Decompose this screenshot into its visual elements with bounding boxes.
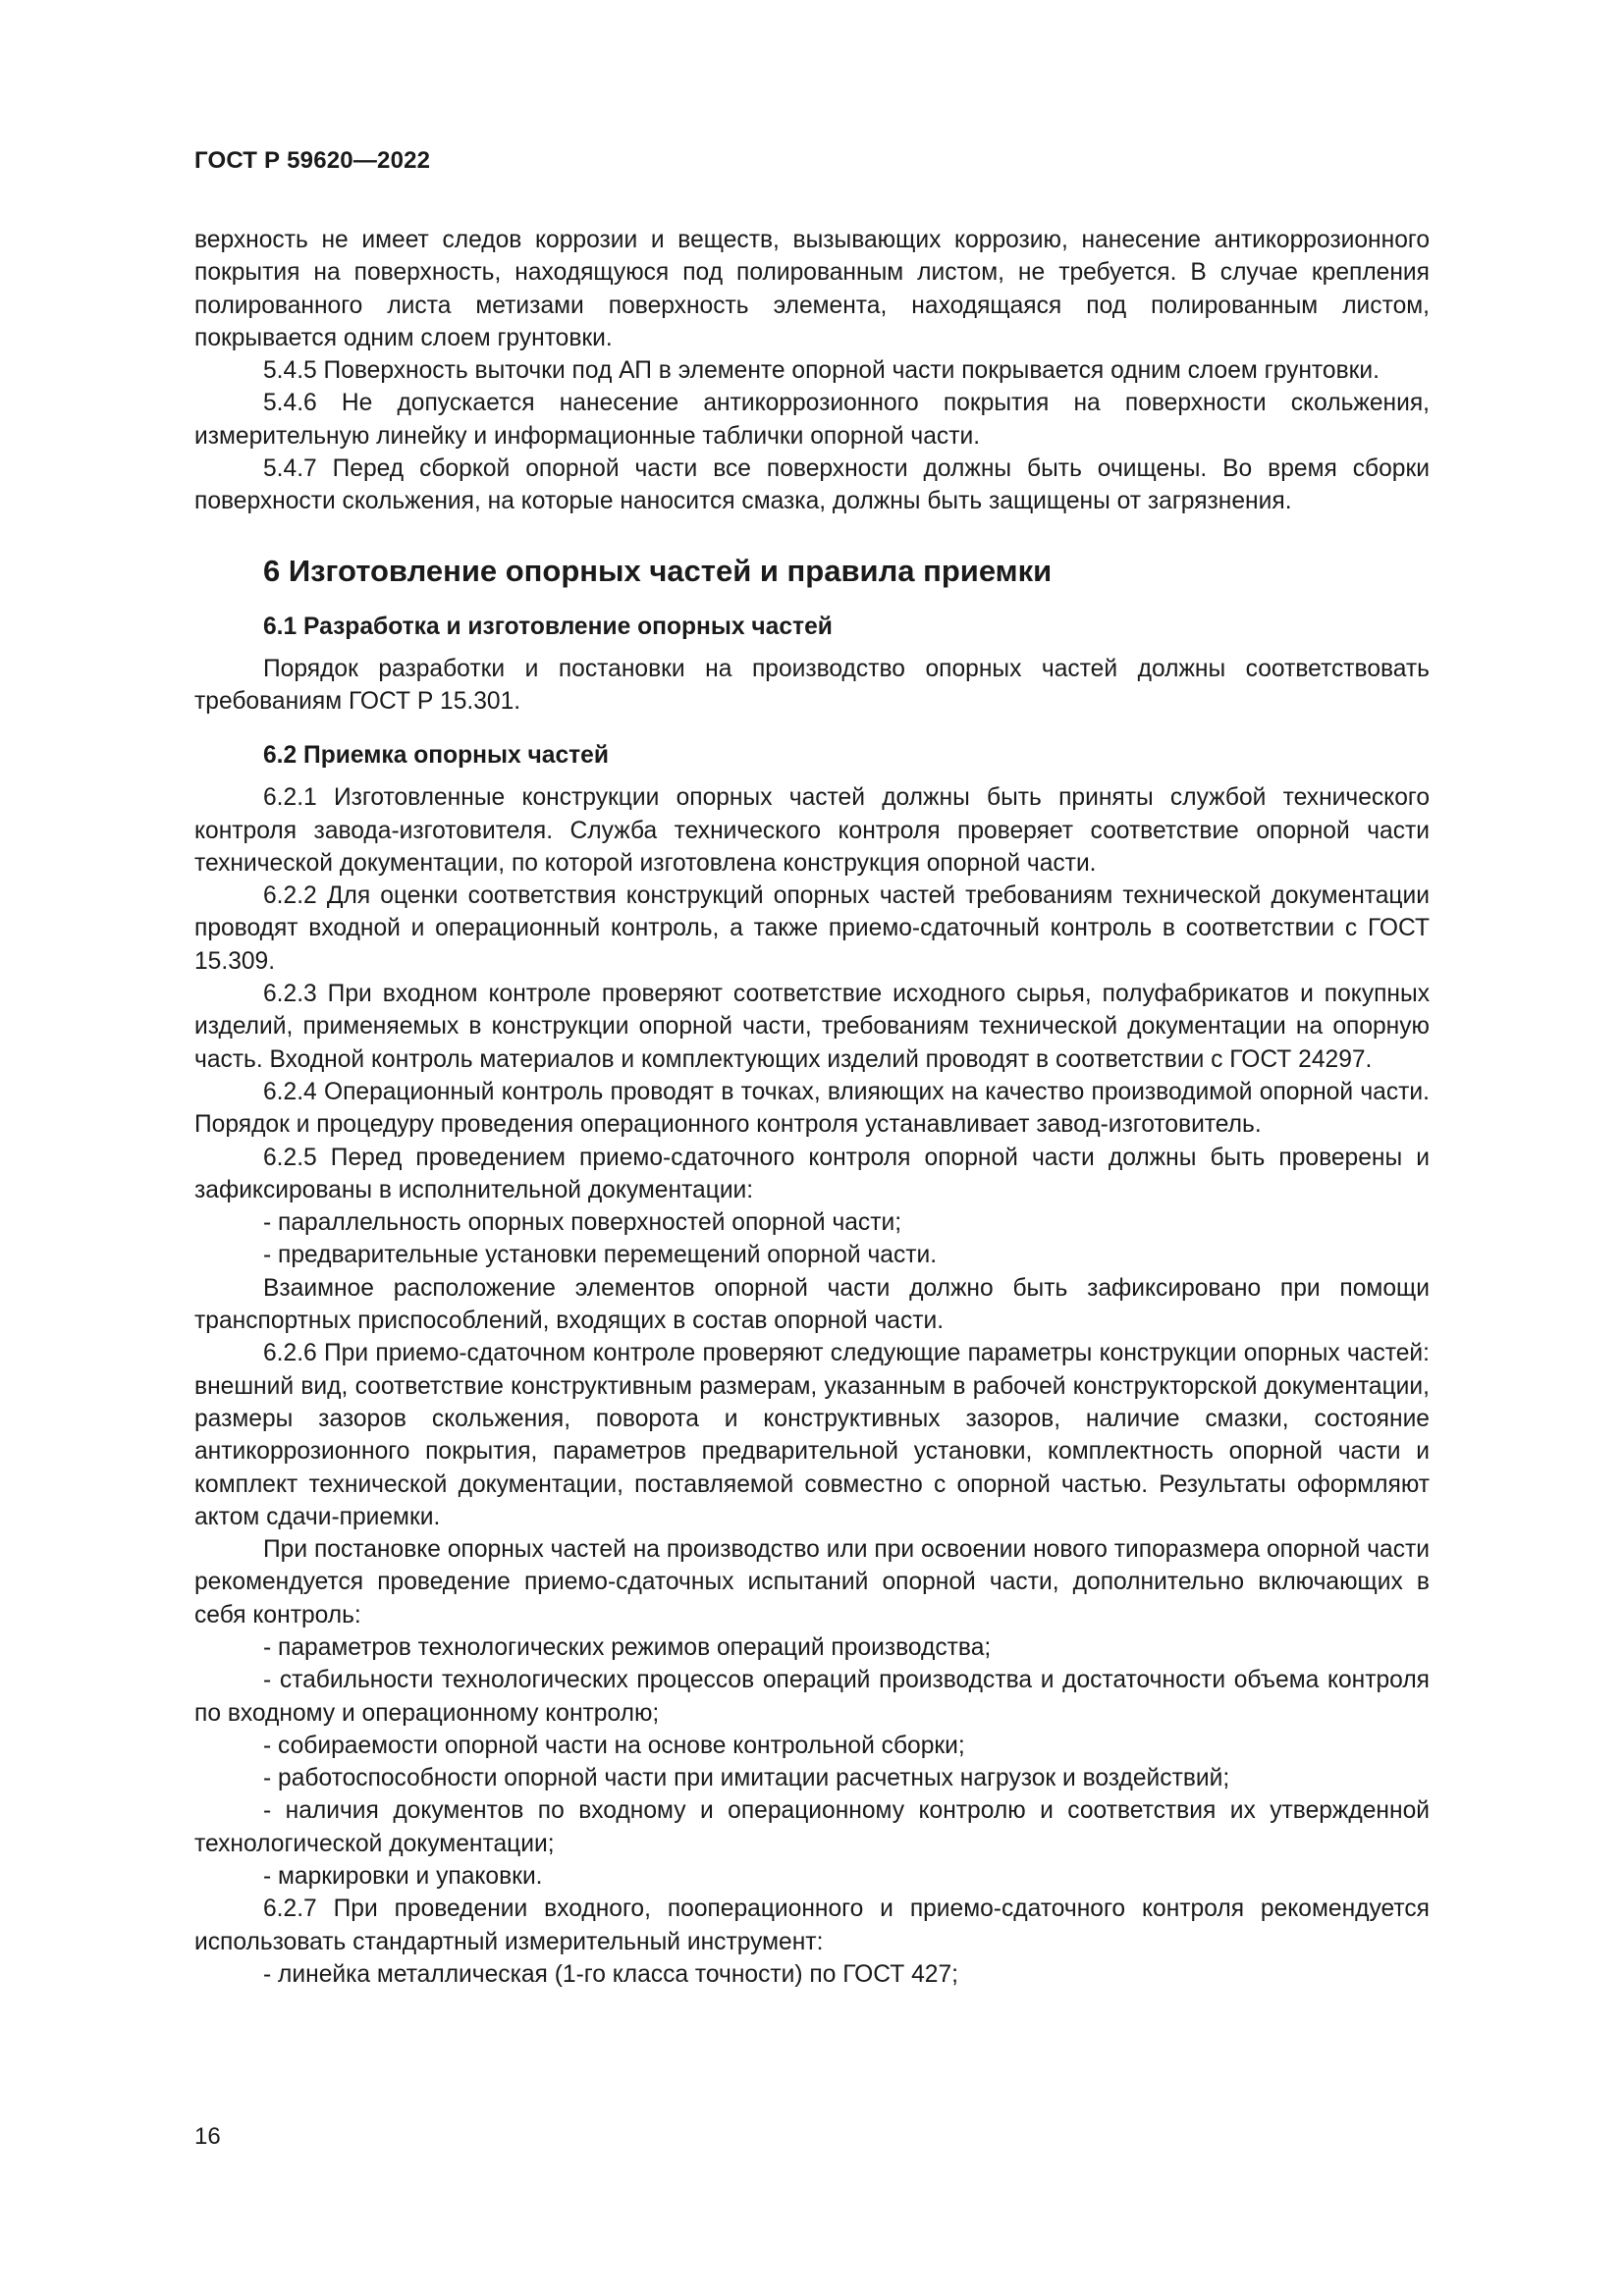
section-6-title: 6 Изготовление опорных частей и правила приемки [263, 553, 1053, 588]
list-item: - линейка металлическая (1-го класса точности) по ГОСТ 427; [263, 1960, 958, 1988]
paragraph-6-2-6-b: При постановке опорных частей на производство или при освоении нового типоразмера опорной части рекомендуется проведение приемо-сдаточных испытаний опорной части, дополнительно включающих в себя контроль: [194, 1536, 1430, 1629]
list-item: - наличия документов по входному и операционному контролю и соответствия их утвержденной технологической документации; [194, 1797, 1430, 1857]
list-item: - параметров технологических режимов операций производства; [263, 1633, 992, 1661]
page-number: 16 [194, 2123, 221, 2150]
document-header: ГОСТ Р 59620—2022 [194, 147, 431, 174]
list-item: - предварительные установки перемещений опорной части. [263, 1242, 938, 1269]
paragraph-6-2-1: 6.2.1 Изготовленные конструкции опорных частей должны быть приняты службой технического контроля завода-изготовителя. Служба технического контроля проверяет соответствие опорной части технической документации, по которой изготовлена конструкция опорной части. [194, 784, 1430, 877]
list-item: - работоспособности опорной части при имитации расчетных нагрузок и воздействий; [263, 1765, 1230, 1792]
paragraph-6-2-4: 6.2.4 Операционный контроль проводят в точках, влияющих на качество производимой опорной части. Порядок и процедуру проведения операционного контроля устанавливает завод-изготовитель. [194, 1078, 1430, 1139]
paragraph-5-4-5: 5.4.5 Поверхность выточки под АП в элементе опорной части покрывается одним слоем грунтовки. [263, 357, 1380, 385]
paragraph-6-2-5-note: Взаимное расположение элементов опорной части должно быть зафиксировано при помощи транспортных приспособлений, входящих в состав опорной части. [194, 1274, 1430, 1335]
paragraph-5-4-7: 5.4.7 Перед сборкой опорной части все поверхности должны быть очищены. Во время сборки поверхности скольжения, на которые наносится смазка, должны быть защищены от загрязнения. [194, 455, 1430, 515]
paragraph-6-2-7: 6.2.7 При проведении входного, пооперационного и приемо-сдаточного контроля рекомендуется использовать стандартный измерительный инструмент: [194, 1896, 1430, 1955]
subsection-6-2-title: 6.2 Приемка опорных частей [263, 742, 609, 770]
paragraph-continuation: верхность не имеет следов коррозии и веществ, вызывающих коррозию, нанесение антикоррозионного покрытия на поверхность, находящуюся под полированным листом, не требуется. В случае крепления полированного листа метизами поверхность элемента, находящаяся под полированным листом, покрывается одним слоем грунтовки. [194, 227, 1430, 351]
list-item: - собираемости опорной части на основе контрольной сборки; [263, 1732, 965, 1759]
document-body [194, 224, 1430, 1991]
paragraph-5-4-6: 5.4.6 Не допускается нанесение антикоррозионного покрытия на поверхности скольжения, измерительную линейку и информационные таблички опорной части. [194, 390, 1430, 450]
subsection-6-1-title: 6.1 Разработка и изготовление опорных частей [263, 613, 833, 640]
list-item: - параллельность опорных поверхностей опорной части; [263, 1209, 902, 1237]
paragraph-6-1: Порядок разработки и постановки на производство опорных частей должны соответствовать требованиям ГОСТ Р 15.301. [194, 655, 1430, 715]
paragraph-6-2-5: 6.2.5 Перед проведением приемо-сдаточного контроля опорной части должны быть проверены и зафиксированы в исполнительной документации: [194, 1144, 1430, 1203]
list-item: - стабильности технологических процессов операций производства и достаточности объема контроля по входному и операционному контролю; [194, 1667, 1430, 1727]
paragraph-6-2-6: 6.2.6 При приемо-сдаточном контроле проверяют следующие параметры конструкции опорных частей: внешний вид, соответствие конструктивным размерам, указанным в рабочей конструкторской документации, размеры зазоров скольжения, поворота и конструктивных зазоров, наличие смазки, состояние антикоррозионного покрытия, параметров предварительной установки, комплектность опорной части и комплект технической документации, поставляемой совместно с опорной частью. Результаты оформляют актом сдачи-приемки. [194, 1340, 1430, 1530]
list-item: - маркировки и упаковки. [263, 1863, 543, 1891]
paragraph-6-2-2: 6.2.2 Для оценки соответствия конструкций опорных частей требованиям технической документации проводят входной и операционный контроль, а также приемо-сдаточный контроль в соответствии с ГОСТ 15.309. [194, 882, 1430, 975]
paragraph-6-2-3: 6.2.3 При входном контроле проверяют соответствие исходного сырья, полуфабрикатов и покупных изделий, применяемых в конструкции опорной части, требованиям технической документации на опорную часть. Входной контроль материалов и комплектующих изделий проводят в соответствии с ГОСТ 24297. [194, 981, 1430, 1073]
